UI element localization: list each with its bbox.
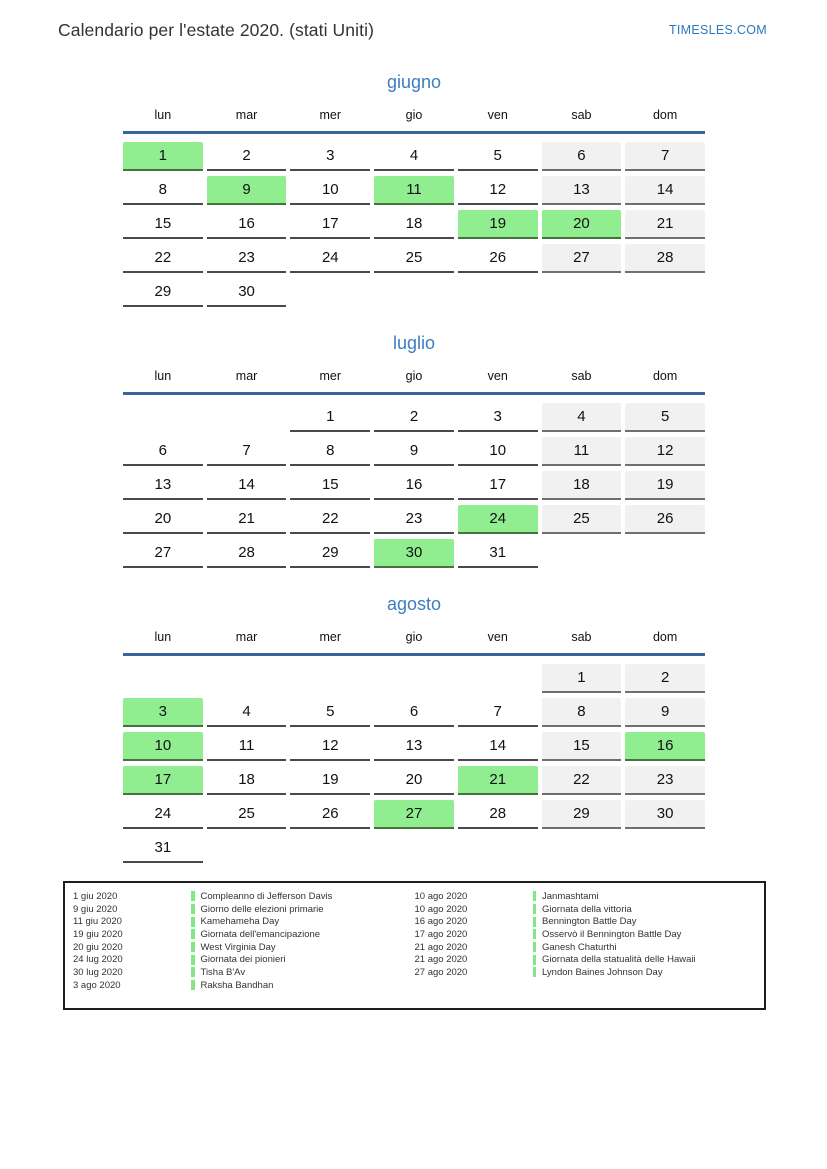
weekday-label: gio	[405, 108, 423, 122]
day-cell: 15	[290, 471, 370, 500]
holiday-marker-icon	[533, 904, 537, 914]
day-cell: 12	[290, 732, 370, 761]
weekday-label: mer	[319, 369, 342, 383]
day-cell: 29	[290, 539, 370, 568]
day-cell: 13	[374, 732, 454, 761]
legend-entry-date: 1 giu 2020	[73, 890, 118, 902]
legend-entry-name: Kamehameha Day	[200, 916, 280, 928]
holiday-marker-icon	[191, 929, 195, 939]
day-cell: 18	[207, 766, 287, 795]
weekend-day-cell: 7	[625, 142, 705, 171]
legend-entry-name: Giornata dell'emancipazione	[200, 928, 321, 940]
weekend-day-cell: 1	[542, 664, 622, 693]
holiday-day-cell: 1	[123, 142, 203, 171]
empty-cell	[542, 539, 622, 568]
day-cell: 6	[374, 698, 454, 727]
weekday-header-row	[123, 630, 705, 656]
weekday-label: dom	[652, 630, 678, 644]
weekday-label: mar	[235, 369, 258, 383]
weekday-label: sab	[571, 630, 592, 644]
day-cell: 25	[374, 244, 454, 273]
empty-cell	[625, 834, 705, 863]
weekend-day-cell: 25	[542, 505, 622, 534]
weekend-day-cell: 23	[625, 766, 705, 795]
empty-cell	[458, 664, 538, 693]
legend-entry-date: 17 ago 2020	[414, 928, 468, 940]
empty-cell	[374, 278, 454, 307]
legend-entry-date: 11 giu 2020	[73, 916, 122, 928]
day-cell: 16	[374, 471, 454, 500]
legend-entry	[73, 979, 415, 992]
month-section-luglio	[123, 333, 705, 568]
day-cell: 23	[374, 505, 454, 534]
weekend-day-cell: 15	[542, 732, 622, 761]
holiday-marker-icon	[191, 891, 195, 901]
day-cell: 12	[458, 176, 538, 205]
weekend-day-cell: 4	[542, 403, 622, 432]
holiday-day-cell: 21	[458, 766, 538, 795]
empty-cell	[290, 278, 370, 307]
legend-entry-date: 16 ago 2020	[414, 916, 468, 928]
day-cell: 9	[374, 437, 454, 466]
legend-entry	[73, 928, 415, 941]
day-cell: 29	[123, 278, 203, 307]
legend-entry-name: Bennington Battle Day	[542, 916, 637, 928]
weekend-day-cell: 11	[542, 437, 622, 466]
holiday-marker-icon	[533, 942, 537, 952]
legend-entry-name: Osservò il Bennington Battle Day	[542, 928, 682, 940]
weekday-label: dom	[652, 108, 678, 122]
holiday-marker-icon	[533, 917, 537, 927]
day-cell: 24	[290, 244, 370, 273]
day-cell: 16	[207, 210, 287, 239]
holiday-day-cell: 30	[374, 539, 454, 568]
weekend-day-cell: 2	[625, 664, 705, 693]
legend-entry-name: Janmashtami	[542, 890, 599, 902]
legend-entry-name: Tisha B'Av	[200, 966, 246, 978]
legend-entry	[415, 928, 757, 941]
legend-column	[415, 890, 757, 992]
weekday-label: lun	[154, 108, 172, 122]
holiday-legend	[63, 881, 766, 1010]
holiday-day-cell: 20	[542, 210, 622, 239]
day-cell: 5	[290, 698, 370, 727]
legend-entry	[73, 890, 415, 903]
holiday-marker-icon	[191, 942, 195, 952]
holiday-marker-icon	[191, 980, 195, 990]
weekday-label: ven	[487, 108, 508, 122]
weekend-day-cell: 30	[625, 800, 705, 829]
month-title-agosto: agosto	[386, 594, 442, 614]
day-cell: 10	[458, 437, 538, 466]
holiday-marker-icon	[191, 904, 195, 914]
day-cell: 28	[207, 539, 287, 568]
holiday-marker-icon	[533, 891, 537, 901]
weekend-day-cell: 28	[625, 244, 705, 273]
day-cell: 2	[207, 142, 287, 171]
legend-entry	[73, 915, 415, 928]
legend-entry-date: 21 ago 2020	[414, 941, 468, 953]
legend-entry	[73, 966, 415, 979]
weekday-label: dom	[652, 369, 678, 383]
holiday-day-cell: 3	[123, 698, 203, 727]
month-section-giugno	[123, 72, 705, 307]
day-cell: 20	[374, 766, 454, 795]
legend-entry-name: Lyndon Baines Johnson Day	[542, 966, 663, 978]
weekday-label: ven	[487, 369, 508, 383]
day-cell: 10	[290, 176, 370, 205]
page-header	[0, 0, 827, 46]
weekend-day-cell: 13	[542, 176, 622, 205]
holiday-day-cell: 10	[123, 732, 203, 761]
day-cell: 27	[123, 539, 203, 568]
day-cell: 11	[207, 732, 287, 761]
weekday-label: ven	[487, 630, 508, 644]
legend-entry-date: 9 giu 2020	[73, 903, 118, 915]
day-cell: 2	[374, 403, 454, 432]
legend-entry-name: Compleanno di Jefferson Davis	[200, 890, 333, 902]
legend-entry-name: Giornata dei pionieri	[200, 954, 286, 966]
holiday-day-cell: 11	[374, 176, 454, 205]
site-link[interactable]: TIMESLES.COM	[668, 23, 767, 37]
empty-cell	[123, 403, 203, 432]
weekend-day-cell: 8	[542, 698, 622, 727]
empty-cell	[207, 403, 287, 432]
weekday-header-row	[123, 369, 705, 395]
legend-entry-name: Raksha Bandhan	[200, 979, 274, 991]
legend-entry	[73, 903, 415, 916]
weekend-day-cell: 6	[542, 142, 622, 171]
holiday-day-cell: 16	[625, 732, 705, 761]
day-cell: 5	[458, 142, 538, 171]
month-grid-luglio	[123, 403, 705, 568]
holiday-marker-icon	[191, 917, 195, 927]
legend-entry	[73, 953, 415, 966]
month-grid-agosto	[123, 664, 705, 863]
weekend-day-cell: 14	[625, 176, 705, 205]
legend-entry-date: 27 ago 2020	[414, 966, 468, 978]
day-cell: 22	[123, 244, 203, 273]
day-cell: 17	[458, 471, 538, 500]
day-cell: 18	[374, 210, 454, 239]
day-cell: 31	[123, 834, 203, 863]
legend-entry	[415, 953, 757, 966]
day-cell: 23	[207, 244, 287, 273]
legend-entry-date: 21 ago 2020	[414, 954, 468, 966]
weekend-day-cell: 18	[542, 471, 622, 500]
empty-cell	[374, 834, 454, 863]
holiday-day-cell: 9	[207, 176, 287, 205]
day-cell: 4	[207, 698, 287, 727]
empty-cell	[625, 278, 705, 307]
legend-entry	[415, 903, 757, 916]
weekday-label: sab	[571, 108, 592, 122]
empty-cell	[123, 664, 203, 693]
page-title: Calendario per l'estate 2020. (stati Uniti)	[58, 20, 374, 40]
holiday-day-cell: 27	[374, 800, 454, 829]
weekend-day-cell: 9	[625, 698, 705, 727]
day-cell: 4	[374, 142, 454, 171]
empty-cell	[458, 834, 538, 863]
month-grid-giugno	[123, 142, 705, 307]
legend-entry	[415, 890, 757, 903]
day-cell: 14	[458, 732, 538, 761]
legend-column	[73, 890, 415, 992]
legend-entry-name: Giorno delle elezioni primarie	[200, 903, 324, 915]
day-cell: 17	[290, 210, 370, 239]
day-cell: 8	[123, 176, 203, 205]
day-cell: 26	[290, 800, 370, 829]
weekday-label: gio	[405, 630, 423, 644]
day-cell: 19	[290, 766, 370, 795]
legend-entry-name: West Virginia Day	[200, 941, 276, 953]
day-cell: 20	[123, 505, 203, 534]
day-cell: 7	[458, 698, 538, 727]
legend-entry-name: Giornata della vittoria	[542, 903, 632, 915]
weekday-label: gio	[405, 369, 423, 383]
day-cell: 21	[207, 505, 287, 534]
month-title-luglio: luglio	[392, 333, 436, 353]
weekday-label: lun	[154, 630, 172, 644]
legend-entry-date: 20 giu 2020	[73, 941, 123, 953]
holiday-marker-icon	[191, 967, 195, 977]
holiday-day-cell: 17	[123, 766, 203, 795]
day-cell: 30	[207, 278, 287, 307]
day-cell: 14	[207, 471, 287, 500]
empty-cell	[207, 664, 287, 693]
weekend-day-cell: 26	[625, 505, 705, 534]
day-cell: 24	[123, 800, 203, 829]
legend-entry-date: 10 ago 2020	[414, 890, 468, 902]
empty-cell	[290, 834, 370, 863]
weekend-day-cell: 12	[625, 437, 705, 466]
empty-cell	[542, 278, 622, 307]
day-cell: 7	[207, 437, 287, 466]
holiday-day-cell: 24	[458, 505, 538, 534]
legend-entry-date: 3 ago 2020	[73, 979, 121, 991]
month-section-agosto	[123, 594, 705, 863]
day-cell: 3	[290, 142, 370, 171]
holiday-day-cell: 19	[458, 210, 538, 239]
weekend-day-cell: 19	[625, 471, 705, 500]
legend-entry-date: 10 ago 2020	[414, 903, 468, 915]
day-cell: 3	[458, 403, 538, 432]
day-cell: 6	[123, 437, 203, 466]
month-title-giugno: giugno	[386, 72, 442, 92]
empty-cell	[625, 539, 705, 568]
day-cell: 22	[290, 505, 370, 534]
holiday-marker-icon	[533, 955, 537, 965]
weekday-label: mar	[235, 108, 258, 122]
legend-entry	[73, 941, 415, 954]
holiday-marker-icon	[533, 967, 537, 977]
day-cell: 26	[458, 244, 538, 273]
legend-entry	[415, 941, 757, 954]
weekend-day-cell: 27	[542, 244, 622, 273]
weekday-header-row	[123, 108, 705, 134]
weekend-day-cell: 21	[625, 210, 705, 239]
weekday-label: sab	[571, 369, 592, 383]
empty-cell	[290, 664, 370, 693]
weekend-day-cell: 5	[625, 403, 705, 432]
legend-entry-date: 30 lug 2020	[73, 966, 123, 978]
weekday-label: lun	[154, 369, 172, 383]
weekday-label: mer	[319, 108, 342, 122]
legend-entry-name: Ganesh Chaturthi	[542, 941, 617, 953]
empty-cell	[207, 834, 287, 863]
day-cell: 15	[123, 210, 203, 239]
legend-entry	[415, 966, 757, 979]
empty-cell	[458, 278, 538, 307]
day-cell: 13	[123, 471, 203, 500]
holiday-marker-icon	[533, 929, 537, 939]
weekend-day-cell: 29	[542, 800, 622, 829]
empty-cell	[542, 834, 622, 863]
legend-entry-name: Giornata della statualità delle Hawaii	[542, 954, 696, 966]
weekday-label: mar	[235, 630, 258, 644]
day-cell: 8	[290, 437, 370, 466]
empty-cell	[374, 664, 454, 693]
day-cell: 28	[458, 800, 538, 829]
legend-entry-date: 24 lug 2020	[73, 954, 123, 966]
legend-entry-date: 19 giu 2020	[73, 928, 123, 940]
weekday-label: mer	[319, 630, 342, 644]
weekend-day-cell: 22	[542, 766, 622, 795]
day-cell: 25	[207, 800, 287, 829]
day-cell: 31	[458, 539, 538, 568]
legend-entry	[415, 915, 757, 928]
holiday-marker-icon	[191, 955, 195, 965]
day-cell: 1	[290, 403, 370, 432]
